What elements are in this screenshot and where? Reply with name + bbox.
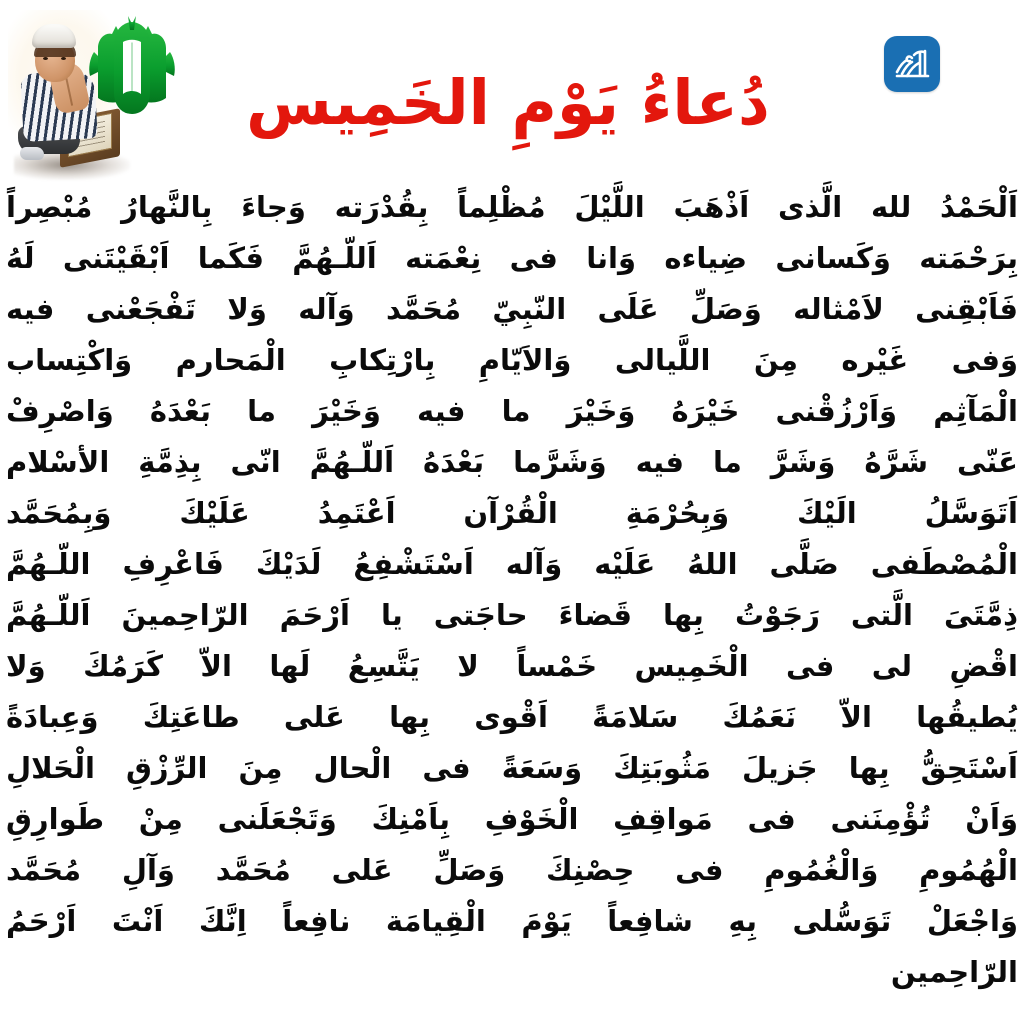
dua-line: بِرَحْمَته وَكَسانى ضِياءه وَانا فى نِعْمَته اَللّـهُمَّ فَكَما اَبْقَيْتَنى لَهُ [6, 241, 1018, 275]
boy-eye-left [43, 57, 48, 60]
dua-line: يُطيقُها الاّ نَعَمُكَ سَلامَةً اَقْوى بِها عَلى طاعَتِكَ وَعِبادَةً [6, 700, 1018, 734]
dua-text-body [6, 182, 1018, 998]
dua-line: الْهُمُومِ وَالْغُمُومِ فى حِصْنِكَ وَصَلِّ عَلى مُحَمَّد وَآلِ مُحَمَّد [6, 853, 1018, 887]
dua-line: عَنّى شَرَّهُ وَشَرَّ ما فيه وَشَرَّما بَعْدَهُ اَللّـهُمَّ انّى بِذِمَّةِ الأسْلام [6, 445, 1018, 479]
dua-line: وَاَنْ تُؤْمِنَنى فى مَواقِفِ الْخَوْفِ بِاَمْنِكَ وَتَجْعَلَنى مِنْ طَوارِقِ [6, 802, 1018, 836]
dua-line: اَسْتَحِقُّ بِها جَزيلَ مَثُوبَتِكَ وَسَعَةً فى الْحال مِنَ الرِّزْقِ الْحَلالِ [6, 751, 1018, 785]
dua-line: الْمُصْطَفى صَلَّى اللهُ عَلَيْه وَآله اَسْتَشْفِعُ لَدَيْكَ فَاعْرِفِ اللّـهُمَّ [6, 547, 1018, 581]
dua-line: ذِمَّتَىَ الَّتى رَجَوْتُ بِها قَضاءَ حاجَتى يا اَرْحَمَ الرّاحِمينَ اَللّـهُمَّ [6, 598, 1018, 632]
dua-line: اَلْحَمْدُ لله الَّذى اَذْهَبَ اللَّيْلَ مُظْلِماً بِقُدْرَته وَجاءَ بِالنَّهارُ مُبْصِراً [6, 190, 1018, 224]
dua-line: الْمَآثِم وَاَرْزُقْنى خَيْرَهُ وَخَيْرَ ما فيه وَخَيْرَ ما بَعْدَهُ وَاصْرِفْ [6, 394, 1018, 428]
dua-line: الرّاحِمين [890, 955, 1018, 989]
dua-line: اقْضِ لى فى الْخَمِيس خَمْساً لا يَتَّسِعُ لَها الاّ كَرَمُكَ وَلا [6, 649, 1018, 683]
brand-logo[interactable] [884, 36, 940, 92]
dua-line: وَاجْعَلْ تَوَسُّلى بِهِ شافِعاً يَوْمَ الْقِيامَة نافِعاً اِنَّكَ اَنْتَ اَرْحَمُ [6, 904, 1018, 938]
dua-line: اَتَوَسَّلُ الَيْكَ وَبِحُرْمَةِ الْقُرْآن اَعْتَمِدُ عَلَيْكَ وَبِمُحَمَّد [6, 496, 1018, 530]
dua-line: فَاَبْقِنى لاَمْثاله وَصَلِّ عَلَى النّبِيّ مُحَمَّد وَآله وَلا تَفْجَعْنى فيه [6, 292, 1018, 326]
boy-taqiyah-cap [32, 24, 76, 48]
boy-shoe [20, 147, 44, 160]
page-title: دُعاءُ يَوْمِ الخَمِيس [246, 65, 770, 139]
poster-header [0, 0, 1024, 182]
dua-line: وَفى غَيْره مِنَ اللَّيالى وَالاَيّامِ بِارْتِكابِ الْمَحارم وَاكْتِساب [6, 343, 1018, 377]
boy-eye-right [61, 57, 66, 60]
